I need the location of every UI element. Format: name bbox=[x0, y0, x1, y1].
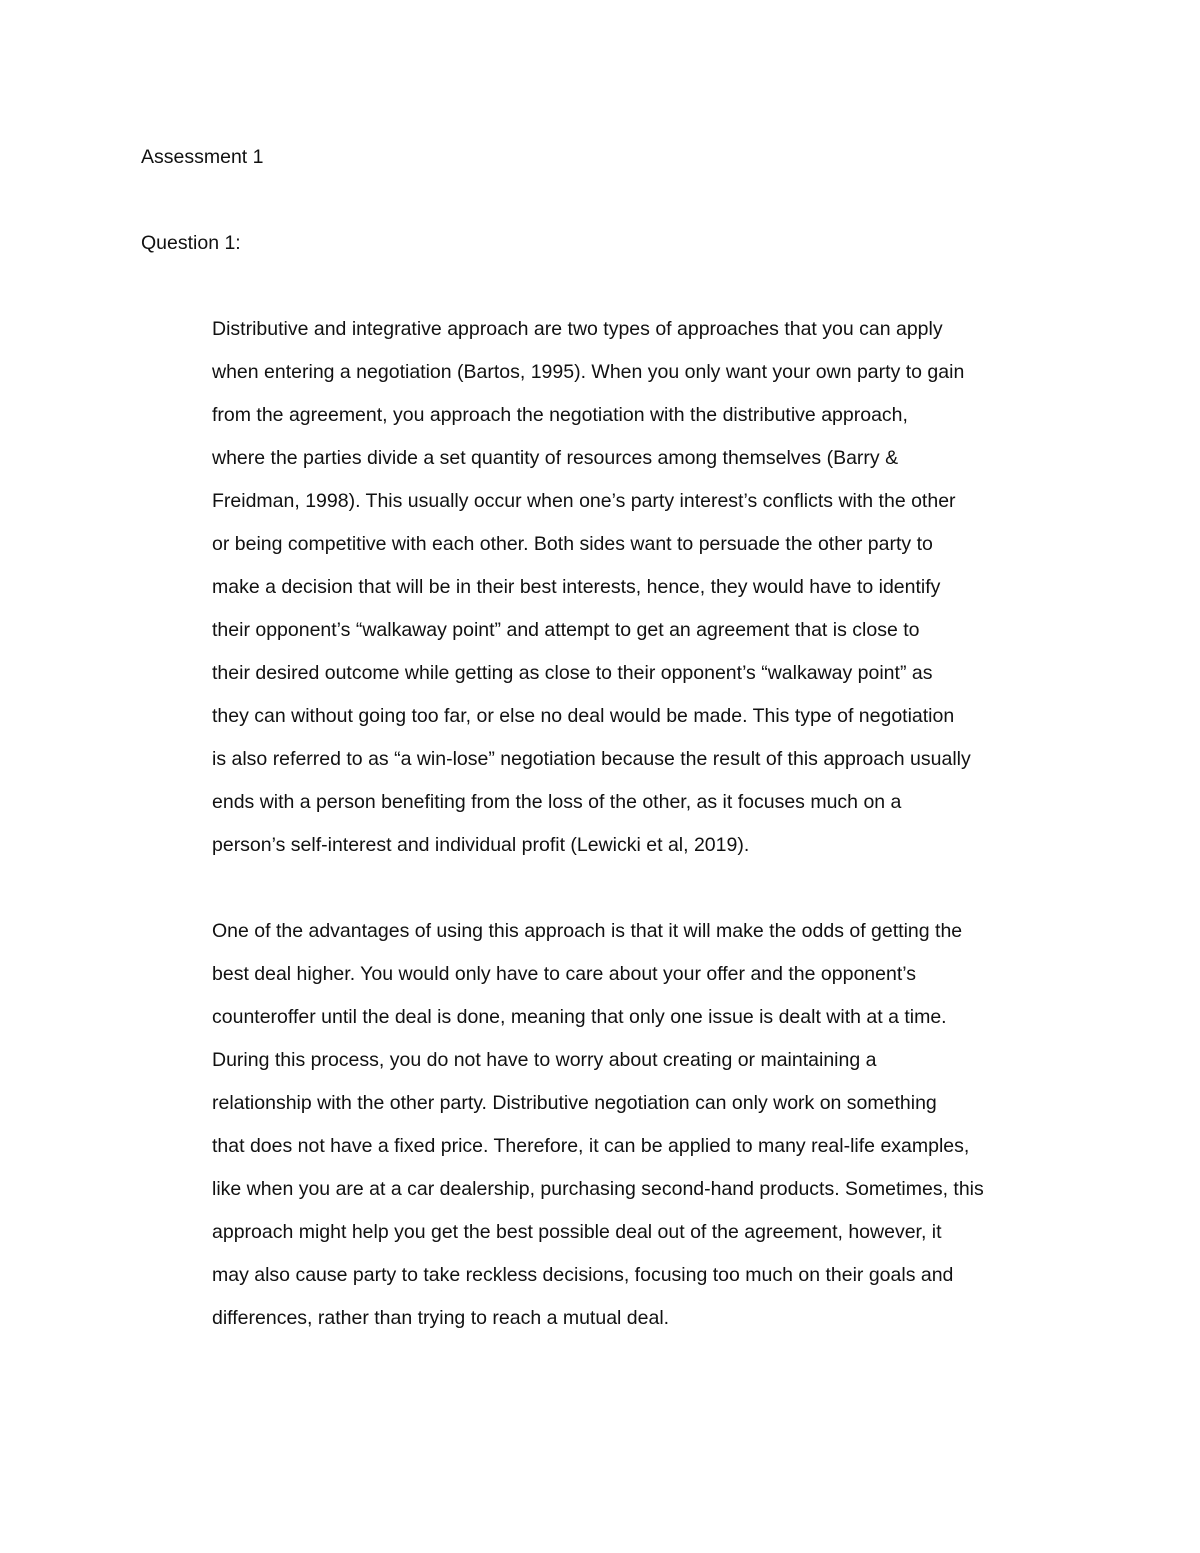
question-label: Question 1: bbox=[141, 232, 241, 254]
paragraph-line: differences, rather than trying to reach a mutual deal. bbox=[212, 1307, 670, 1329]
paragraph-line: relationship with the other party. Distributive negotiation can only work on something bbox=[212, 1092, 937, 1114]
paragraph-line: when entering a negotiation (Bartos, 1995). When you only want your own party to gain bbox=[212, 361, 965, 383]
paragraph-line: their opponent’s “walkaway point” and attempt to get an agreement that is close to bbox=[212, 619, 920, 641]
paragraph-line: make a decision that will be in their best interests, hence, they would have to identify bbox=[212, 576, 941, 598]
paragraph-line: from the agreement, you approach the negotiation with the distributive approach, bbox=[212, 404, 908, 426]
paragraph-line: where the parties divide a set quantity of resources among themselves (Barry & bbox=[212, 447, 899, 469]
paragraph-line: Distributive and integrative approach are two types of approaches that you can apply bbox=[212, 318, 943, 340]
paragraph-line: their desired outcome while getting as close to their opponent’s “walkaway point” as bbox=[212, 662, 933, 684]
paragraph-line: ends with a person benefiting from the loss of the other, as it focuses much on a bbox=[212, 791, 902, 813]
paragraph-line: like when you are at a car dealership, purchasing second-hand products. Sometimes, this bbox=[212, 1178, 984, 1200]
paragraph-line: approach might help you get the best possible deal out of the agreement, however, it bbox=[212, 1221, 942, 1243]
paragraph-line: that does not have a fixed price. Therefore, it can be applied to many real-life examples, bbox=[212, 1135, 970, 1157]
paragraph-line: person’s self-interest and individual profit (Lewicki et al, 2019). bbox=[212, 834, 750, 856]
paragraph-line: Freidman, 1998). This usually occur when one’s party interest’s conflicts with the other bbox=[212, 490, 956, 512]
paragraph-line: counteroffer until the deal is done, meaning that only one issue is dealt with at a time. bbox=[212, 1006, 947, 1028]
document-title: Assessment 1 bbox=[141, 146, 264, 168]
paragraph-line: may also cause party to take reckless decisions, focusing too much on their goals and bbox=[212, 1264, 954, 1286]
paragraph-line: they can without going too far, or else no deal would be made. This type of negotiation bbox=[212, 705, 955, 727]
paragraph-line: During this process, you do not have to worry about creating or maintaining a bbox=[212, 1049, 877, 1071]
paragraph-line: or being competitive with each other. Both sides want to persuade the other party to bbox=[212, 533, 933, 555]
paragraph-line: best deal higher. You would only have to care about your offer and the opponent’s bbox=[212, 963, 916, 985]
paragraph-line: is also referred to as “a win-lose” negotiation because the result of this approach usually bbox=[212, 748, 971, 770]
paragraph-line: One of the advantages of using this approach is that it will make the odds of getting the bbox=[212, 920, 963, 942]
